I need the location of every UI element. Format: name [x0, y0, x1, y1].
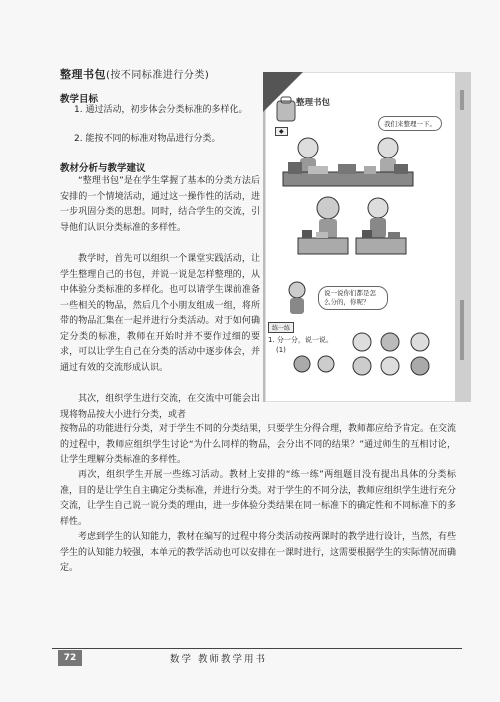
- goals-heading: 教学目标: [60, 94, 99, 105]
- book-title: 整理书包: [296, 98, 331, 108]
- analysis-heading: 教材分析与教学建议: [60, 163, 146, 174]
- page-title: [60, 66, 209, 82]
- paragraph-1: “整理书包”是在学生掌握了基本的分类方法后安排的一个情境活动，通过这一操作性的活动，进一步巩固分类的思想。同时，结合学生的交流，引导他们认识分类标准的多样性。: [60, 176, 260, 233]
- strip-mark: [460, 300, 464, 360]
- paragraph-2: 教学时，首先可以组织一个课堂实践活动，让学生整理自己的书包，并说一说是怎样整理的，从中体验分类标准的多样化。也可以请学生课前准备一些相关的物品，然后几个小朋友组成一组，将所带的物品汇集在一起并进行分类活动。对于如何确定分类的标准，教师在开始时并不要作过细的要求，可以让学生自己在分类的活动中逐步体会，并通过有效的交流形成认识。: [60, 254, 260, 373]
- practice-text: 1. 分一分，说一说。: [268, 336, 333, 344]
- strip-mark: [460, 90, 464, 110]
- title-sub: (按不同标准进行分类): [106, 70, 210, 81]
- speech-bubble-2: 说一说你们都是怎么分的，你呢？: [318, 286, 388, 310]
- goal-item-1: 1. 通过活动，初步体会分类标准的多样化。: [74, 105, 248, 115]
- book-section-tag: ◆: [275, 127, 288, 136]
- paragraph-4: 按物品的功能进行分类，对于学生不同的分类结果，只要学生分得合理，教师都应给予肯定。在交流的过程中，教师应组织学生讨论“为什么同样的物品，会分出不同的结果？”通过师生的互相讨论，让学生理解分类标准的多样性。: [60, 424, 457, 465]
- page-number: 72: [58, 650, 82, 666]
- title-main: 整理书包: [60, 68, 106, 81]
- practice-number: (1): [276, 346, 286, 354]
- goal-item-2: 2. 能按不同的标准对物品进行分类。: [74, 134, 221, 144]
- paragraph-6: 考虑到学生的认知能力，教材在编写的过程中将分类活动按两课时的教学进行设计，当然，有些学生的认知能力较强，本单元的教学活动也可以安排在一课时进行，这需要根据学生的实际情况而确定。: [60, 532, 457, 573]
- children-sorting-illustration: [278, 126, 418, 266]
- practice-label: 练一练: [268, 322, 294, 333]
- faces-exercise-illustration: [290, 330, 450, 385]
- footer-title: 数学 教师教学用书: [170, 654, 268, 665]
- paragraph-5: 再次，组织学生开展一些练习活动。教材上安排的“练一练”两组题目没有提出具体的分类标准，目的是让学生自主确定分类标准，并进行分类。对于学生的不同分法，教师应组织学生进行充分交流，让学生自己说一说分类的理由，进一步体验分类结果在同一标准下的确定性和不同标准下的多样性。: [60, 470, 457, 527]
- teacher-figure-icon: [282, 280, 312, 316]
- speech-bubble-1: 我们来整理一下。: [378, 116, 442, 131]
- paragraph-3: 其次，组织学生进行交流，在交流中可能会出现将物品按大小进行分类，或者: [60, 394, 260, 420]
